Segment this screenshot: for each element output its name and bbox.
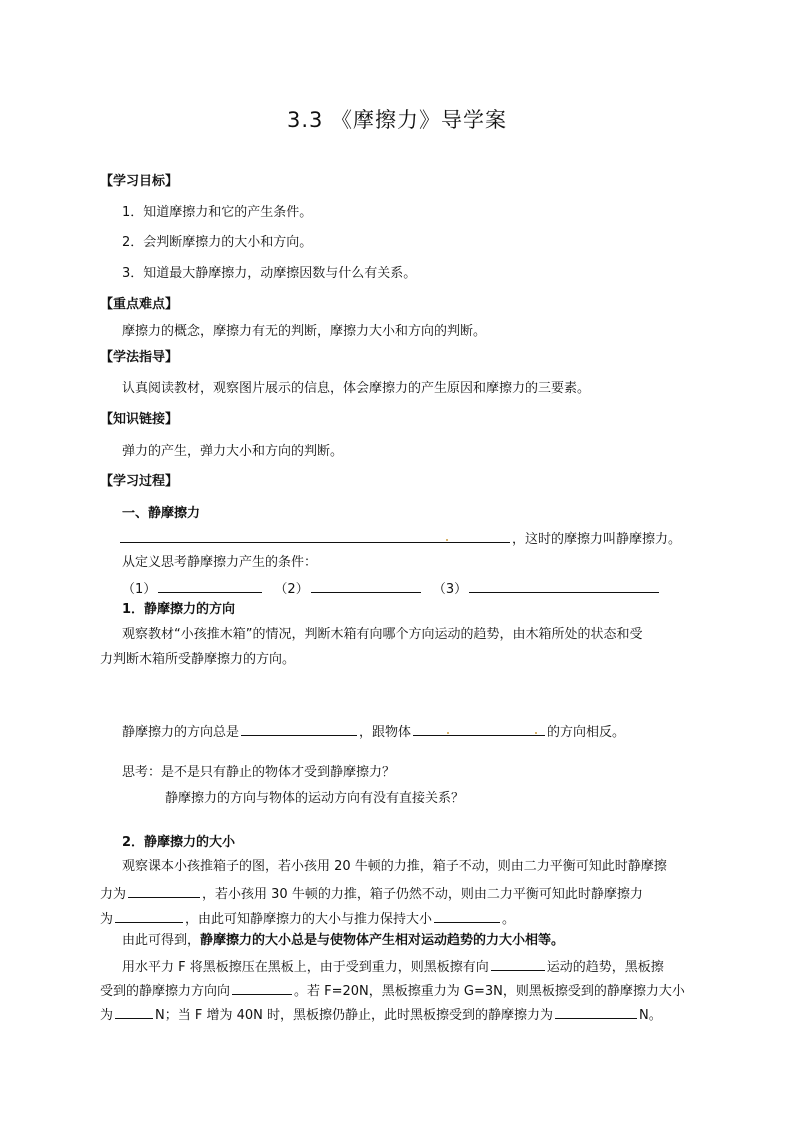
board-blank-4[interactable] xyxy=(555,1004,637,1019)
direction-para-line: 观察教材“小孩推木箱”的情况，判断木箱有向哪个方向运动的趋势，由木箱所处的状态和受 xyxy=(122,627,643,642)
size-text: 为 xyxy=(100,912,114,927)
objective-item: 1．知道摩擦力和它的产生条件。 xyxy=(122,205,313,220)
board-text: 受到的静摩擦力方向向 xyxy=(100,984,231,999)
link-heading: 【知识链接】 xyxy=(100,412,179,427)
definition-suffix: ，这时的摩擦力叫静摩擦力。 xyxy=(512,532,682,547)
size-text: ，若小孩用 30 牛顿的力推，箱子仍然不动，则由二力平衡可知此时静摩擦力 xyxy=(202,887,643,902)
board-blank-1[interactable] xyxy=(491,956,545,971)
board-text: 运动的趋势，黑板擦 xyxy=(546,960,664,975)
keypoints-heading: 【重点难点】 xyxy=(100,297,179,312)
think-question: 思考：是不是只有静止的物体才受到静摩擦力？ xyxy=(122,765,396,780)
size-text: 。 xyxy=(502,912,516,927)
page-title: 3.3 《摩擦力》导学案 xyxy=(286,108,508,132)
direction-fill-text: ，跟物体 xyxy=(359,725,412,740)
guidance-text: 认真阅读教材，观察图片展示的信息，体会摩擦力的产生原因和摩擦力的三要素。 xyxy=(122,381,591,396)
condition-blank-3[interactable] xyxy=(469,578,659,593)
objectives-heading: 【学习目标】 xyxy=(100,174,179,189)
objective-item: 3．知道最大静摩擦力，动摩擦因数与什么有关系。 xyxy=(122,266,417,281)
conclusion-text: 由此可得到， xyxy=(122,933,201,948)
guidance-heading: 【学法指导】 xyxy=(100,350,179,365)
size-text: ，由此可知静摩擦力的大小与推力保持大小 xyxy=(185,912,433,927)
direction-blank-1[interactable] xyxy=(241,721,357,736)
board-text: N。 xyxy=(639,1008,662,1023)
process-heading: 【学习过程】 xyxy=(100,474,179,489)
conclusion-line xyxy=(122,932,564,950)
board-text: 。若 F=20N，黑板擦重力为 G=3N，则黑板擦受到的静摩擦力大小 xyxy=(294,984,685,999)
conclusion-bold: 静摩擦力的大小总是与使物体产生相对运动趋势的力大小相等。 xyxy=(200,933,565,948)
definition-line xyxy=(118,528,681,549)
direction-heading: 1．静摩擦力的方向 xyxy=(122,602,236,617)
size-blank-3[interactable] xyxy=(434,908,500,923)
board-para-line xyxy=(100,980,685,1001)
think-question: 静摩擦力的方向与物体的运动方向有没有直接关系？ xyxy=(165,791,465,806)
direction-fill-text: 的方向相反。 xyxy=(547,725,626,740)
board-blank-2[interactable] xyxy=(232,980,292,995)
condition-label: （2） xyxy=(274,582,309,597)
size-text: 力为 xyxy=(100,887,127,902)
objective-item: 2．会判断摩擦力的大小和方向。 xyxy=(122,235,313,250)
definition-blank[interactable] xyxy=(120,528,510,543)
section-static-friction: 一、静摩擦力 xyxy=(122,506,201,521)
size-para-line: 观察课本小孩推箱子的图，若小孩用 20 牛顿的力推，箱子不动，则由二力平衡可知此时静摩擦 xyxy=(122,859,667,874)
condition-intro: 从定义思考静摩擦力产生的条件： xyxy=(122,555,318,570)
board-para-line xyxy=(100,1004,662,1025)
size-para-line xyxy=(100,908,515,929)
size-blank-2[interactable] xyxy=(115,908,183,923)
direction-blank-2[interactable] xyxy=(413,721,545,736)
conditions-row xyxy=(122,578,661,599)
board-para-line xyxy=(122,956,664,977)
direction-para-line: 力判断木箱所受静摩擦力的方向。 xyxy=(100,652,296,667)
direction-fill-line xyxy=(122,721,625,742)
keypoints-text: 摩擦力的概念，摩擦力有无的判断，摩擦力大小和方向的判断。 xyxy=(122,324,487,339)
board-text: 用水平力 F 将黑板擦压在黑板上，由于受到重力，则黑板擦有向 xyxy=(122,960,489,975)
condition-blank-2[interactable] xyxy=(311,578,421,593)
size-blank-1[interactable] xyxy=(128,883,200,898)
board-text: 为 xyxy=(100,1008,114,1023)
direction-fill-text: 静摩擦力的方向总是 xyxy=(122,725,240,740)
condition-label: （3） xyxy=(432,582,468,597)
size-para-line xyxy=(100,883,643,904)
board-text: N；当 F 增为 40N 时，黑板擦仍静止，此时黑板擦受到的静摩擦力为 xyxy=(155,1008,554,1023)
condition-label: （1） xyxy=(122,582,157,597)
size-heading: 2．静摩擦力的大小 xyxy=(122,835,236,850)
board-blank-3[interactable] xyxy=(115,1004,153,1019)
link-text: 弹力的产生，弹力大小和方向的判断。 xyxy=(122,444,344,459)
condition-blank-1[interactable] xyxy=(158,578,262,593)
